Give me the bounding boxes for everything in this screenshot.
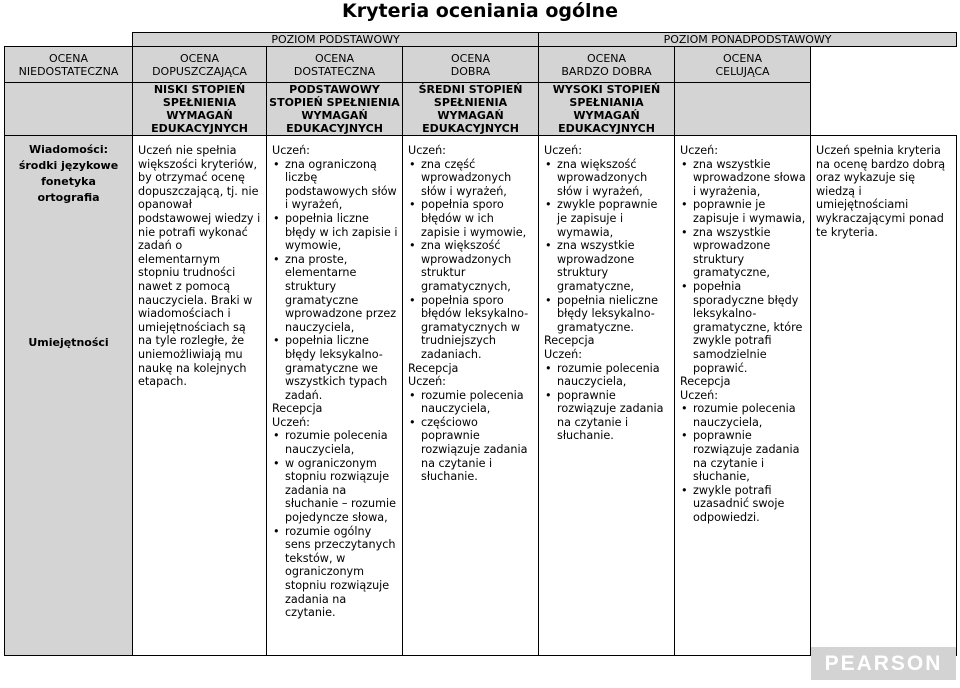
cell-niedostateczna: Uczeń nie spełnia większości kryteriów, by otrzymać ocenę dopuszczającą, tj. nie opanował podstawowej wiedzy i nie potrafi wykonać zadań o elementarnym stopniu trudności nawet z pomocą nauczyciela. Braki w wiadomościach i umiejętnościach są na tyle rozległe, że uniemożliwiają mu naukę na kolejnych etapach. <box>133 136 267 656</box>
row-labels <box>5 136 133 656</box>
requirement-level-row <box>5 83 957 136</box>
level-sredni: ŚREDNI STOPIEŃ SPEŁNIENIA WYMAGAŃ EDUKACYJNYCH <box>403 83 539 136</box>
list-item: • popełnia liczne błędy w ich zapisie i wymowie, <box>272 212 398 253</box>
list-item: • rozumie polecenia nauczyciela, <box>544 362 670 389</box>
list-item: • zna część wprowadzonych słów i wyrażeń, <box>408 158 534 199</box>
grade-header-dopuszczajaca: OCENA DOPUSZCZAJĄCA <box>133 47 267 83</box>
cell-celujaca: Uczeń spełnia kryteria na ocenę bardzo dobrą oraz wykazuje się wiedzą i umiejętnościami wykraczającymi ponad te kryteria. <box>811 136 957 656</box>
list-item: • zna ograniczoną liczbę podstawowych słów i wyrażeń, <box>272 158 398 212</box>
knowledge-label: Wiadomości: środki językowe fonetyka ortografia <box>18 143 119 204</box>
empty-level-cell <box>5 83 133 136</box>
list-item: • zna większość wprowadzonych struktur gramatycznych, <box>408 239 534 293</box>
list-item: • zwykle potrafi uzasadnić swoje odpowiedzi. <box>680 484 806 525</box>
pearson-logo: PEARSON <box>811 647 956 680</box>
level-niski: NISKI STOPIEŃ SPEŁNIENIA WYMAGAŃ EDUKACYJNYCH <box>133 83 267 136</box>
cell-bardzo-dobra: Uczeń: • zna wszystkie wprowadzone słowa i wyrażenia, • poprawnie je zapisuje i wymawia, • zna wszystkie wprowadzone struktury gramatyczne, • popełnia sporadyczne błędy leksykalno-gramatyczne, które zwykle potrafi samodzielnie poprawić. Recepcja Uczeń: • rozumie polecenia nauczyciela, • poprawnie rozwiązuje zadania na czytanie i słuchanie, • zwykle potrafi uzasadnić swoje odpowiedzi. <box>675 136 811 656</box>
list-item: • popełnia nieliczne błędy leksykalno-gramatyczne. <box>544 294 670 335</box>
level-podstawowy: PODSTAWOWY STOPIEŃ SPEŁNIENIA WYMAGAŃ EDUKACYJNYCH <box>267 83 403 136</box>
list-item: • zna większość wprowadzonych słów i wyrażeń, <box>544 158 670 199</box>
list-item: • zna proste, elementarne struktury gramatyczne wprowadzone przez nauczyciela, <box>272 253 398 335</box>
list-item: • popełnia sporo błędów leksykalno-gramatycznych w trudniejszych zadaniach. <box>408 294 534 362</box>
list-item: • poprawnie je zapisuje i wymawia, <box>680 198 806 225</box>
grade-header-dobra: OCENA DOBRA <box>403 47 539 83</box>
recepcja-heading: Recepcja <box>680 375 731 389</box>
list-item: • zna wszystkie wprowadzone słowa i wyrażenia, <box>680 158 806 199</box>
basic-level-header: POZIOM PODSTAWOWY <box>133 33 539 47</box>
list-item: • rozumie polecenia nauczyciela, <box>408 389 534 416</box>
list-item: • popełnia liczne błędy leksykalno-gramatyczne we wszystkich typach zadań. <box>272 334 398 402</box>
list-item: • zna wszystkie wprowadzone struktury gramatyczne, <box>544 239 670 293</box>
list-item: • w ograniczonym stopniu rozwiązuje zadania na słuchanie – rozumie pojedyncze słowa, <box>272 457 398 525</box>
list-item: • popełnia sporo błędów w ich zapisie i wymowie, <box>408 198 534 239</box>
list-item: • rozumie ogólny sens przeczytanych tekstów, w ograniczonym stopniu rozwiązuje zadania na czytanie. <box>272 525 398 620</box>
page-title: Kryteria oceniania ogólne <box>342 0 618 22</box>
level-header-row <box>5 33 957 47</box>
grade-header-celujaca: OCENA CELUJĄCA <box>675 47 811 83</box>
list-item: • poprawnie rozwiązuje zadania na czytanie i słuchanie. <box>544 389 670 443</box>
advanced-level-header: POZIOM PONADPODSTAWOWY <box>539 33 957 47</box>
list-item: • częściowo poprawnie rozwiązuje zadania na czytanie i słuchanie. <box>408 416 534 484</box>
criteria-table <box>4 32 957 656</box>
empty-corner <box>5 33 133 47</box>
recepcja-heading: Recepcja <box>272 402 323 416</box>
list-item: • rozumie polecenia nauczyciela, <box>272 429 398 456</box>
recepcja-heading: Recepcja <box>544 334 595 348</box>
list-item: • rozumie polecenia nauczyciela, <box>680 402 806 429</box>
empty-level-cell-last <box>675 83 811 136</box>
grade-header-bardzo-dobra: OCENA BARDZO DOBRA <box>539 47 675 83</box>
level-wysoki: WYSOKI STOPIEŃ SPEŁNIANIA WYMAGAŃ EDUKACYJNYCH <box>539 83 675 136</box>
cell-dostateczna: Uczeń: • zna część wprowadzonych słów i wyrażeń, • popełnia sporo błędów w ich zapisie i wymowie, • zna większość wprowadzonych struktur gramatycznych, • popełnia sporo błędów leksykalno-gramatycznych w trudniejszych zadaniach. Recepcja Uczeń: • rozumie polecenia nauczyciela, • częściowo poprawnie rozwiązuje zadania na czytanie i słuchanie. <box>403 136 539 656</box>
list-item: • zwykle poprawnie je zapisuje i wymawia, <box>544 198 670 239</box>
list-item: • poprawnie rozwiązuje zadania na czytanie i słuchanie, <box>680 429 806 483</box>
grade-header-niedostateczna: OCENA NIEDOSTATECZNA <box>5 47 133 83</box>
cell-dobra: Uczeń: • zna większość wprowadzonych słów i wyrażeń, • zwykle poprawnie je zapisuje i wymawia, • zna wszystkie wprowadzone struktury gramatyczne, • popełnia nieliczne błędy leksykalno-gramatyczne. Recepcja Uczeń: • rozumie polecenia nauczyciela, • poprawnie rozwiązuje zadania na czytanie i słuchanie. <box>539 136 675 656</box>
list-item: • zna wszystkie wprowadzone struktury gramatyczne, <box>680 226 806 280</box>
grade-header-row <box>5 47 957 83</box>
grade-header-dostateczna: OCENA DOSTATECZNA <box>267 47 403 83</box>
recepcja-heading: Recepcja <box>408 361 459 375</box>
skills-label: Umiejętności <box>28 336 109 349</box>
cell-dopuszczajaca: Uczeń: • zna ograniczoną liczbę podstawowych słów i wyrażeń, • popełnia liczne błędy w ich zapisie i wymowie, • zna proste, elementarne struktury gramatyczne wprowadzone przez nauczyciela, • popełnia liczne błędy leksykalno-gramatyczne we wszystkich typach zadań. Recepcja Uczeń: • rozumie polecenia nauczyciela, • w ograniczonym stopniu rozwiązuje zadania na słuchanie – rozumie pojedyncze słowa, • rozumie ogólny sens przeczytanych tekstów, w ograniczonym stopniu rozwiązuje zadania na czytanie. <box>267 136 403 656</box>
criteria-body-row <box>5 136 957 656</box>
list-item: • popełnia sporadyczne błędy leksykalno-gramatyczne, które zwykle potrafi samodzielnie poprawić. <box>680 280 806 375</box>
